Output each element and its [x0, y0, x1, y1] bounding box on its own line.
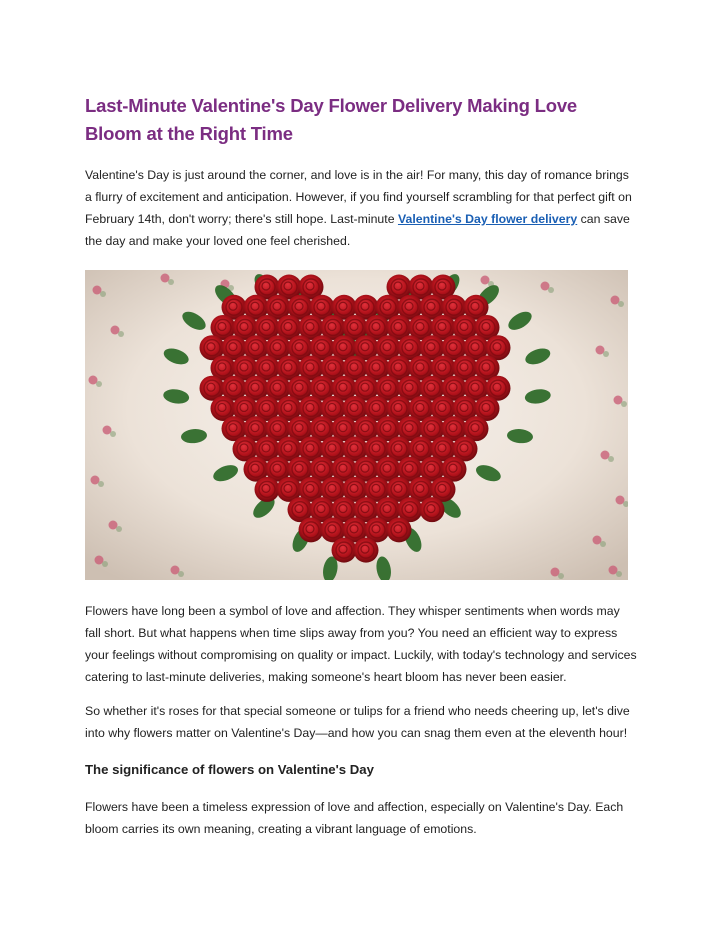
article-title: Last-Minute Valentine's Day Flower Delivery Making Love Bloom at the Right Time [85, 95, 578, 144]
rose-bloom [299, 517, 324, 542]
valentines-flower-delivery-link[interactable]: Valentine's Day flower delivery [397, 212, 578, 226]
rose [299, 517, 324, 542]
rose-bloom [387, 517, 412, 542]
blossom-leaf [558, 573, 564, 579]
blossom-leaf [102, 561, 108, 567]
blossom-leaf [608, 456, 614, 462]
intro-text-after-link: can save the day and make your loved one feel cherished. [85, 212, 630, 248]
section-heading-significance: The significance of flowers on Valentine's Day [85, 762, 374, 777]
blossom-leaf [178, 571, 184, 577]
blossom-leaf [618, 301, 624, 307]
rose [354, 538, 379, 563]
blossom-leaf [548, 287, 554, 293]
paragraph-timeless-expression: Flowers have been a timeless expression of love and affection, especially on Valentine's Day. Each bloom carries its own meaning, creating a vibrant language of emotions. [85, 800, 624, 836]
paragraph-roses-tulips: So whether it's roses for that special someone or tulips for a friend who needs cheering up, let's dive into why flowers matter on Valentine's Day—and how you can snag them even at the eleventh hour! [85, 704, 630, 740]
rose [255, 477, 280, 502]
rose [332, 538, 357, 563]
blossom-leaf [116, 526, 122, 532]
blossom-leaf [100, 291, 106, 297]
rose-bloom [255, 477, 280, 502]
hero-illustration [85, 270, 628, 580]
blossom-leaf [616, 571, 622, 577]
blossom-leaf [600, 541, 606, 547]
intro-text-before-link: Valentine's Day is just around the corner, and love is in the air! For many, this day of romance brings a flurry of excitement and anticipation. However, if you find yourself scrambling for that perfect gift on February 14th, don't worry; there's still hope. Last-minute [85, 168, 632, 226]
heart-of-roses-image [85, 270, 628, 580]
blossom-leaf [168, 279, 174, 285]
intro-paragraph [85, 164, 637, 252]
blossom-leaf [98, 481, 104, 487]
blossom-leaf [110, 431, 116, 437]
rose-bloom [354, 538, 379, 563]
rose-bloom [332, 538, 357, 563]
blossom-leaf [118, 331, 124, 337]
article-content [85, 92, 637, 840]
rose-bloom [420, 497, 445, 522]
blossom-leaf [621, 401, 627, 407]
blossom-leaf [603, 351, 609, 357]
blossom-leaf [96, 381, 102, 387]
rose [387, 517, 412, 542]
rose [420, 497, 445, 522]
paragraph-flowers-symbol: Flowers have long been a symbol of love and affection. They whisper sentiments when words may fall short. But what happens when time slips away from you? You need an efficient way to express your feelings without compromising on quality or impact. Luckily, with today's technology and services catering to last-minute deliveries, making someone's heart bloom has never been easier. [85, 604, 637, 684]
